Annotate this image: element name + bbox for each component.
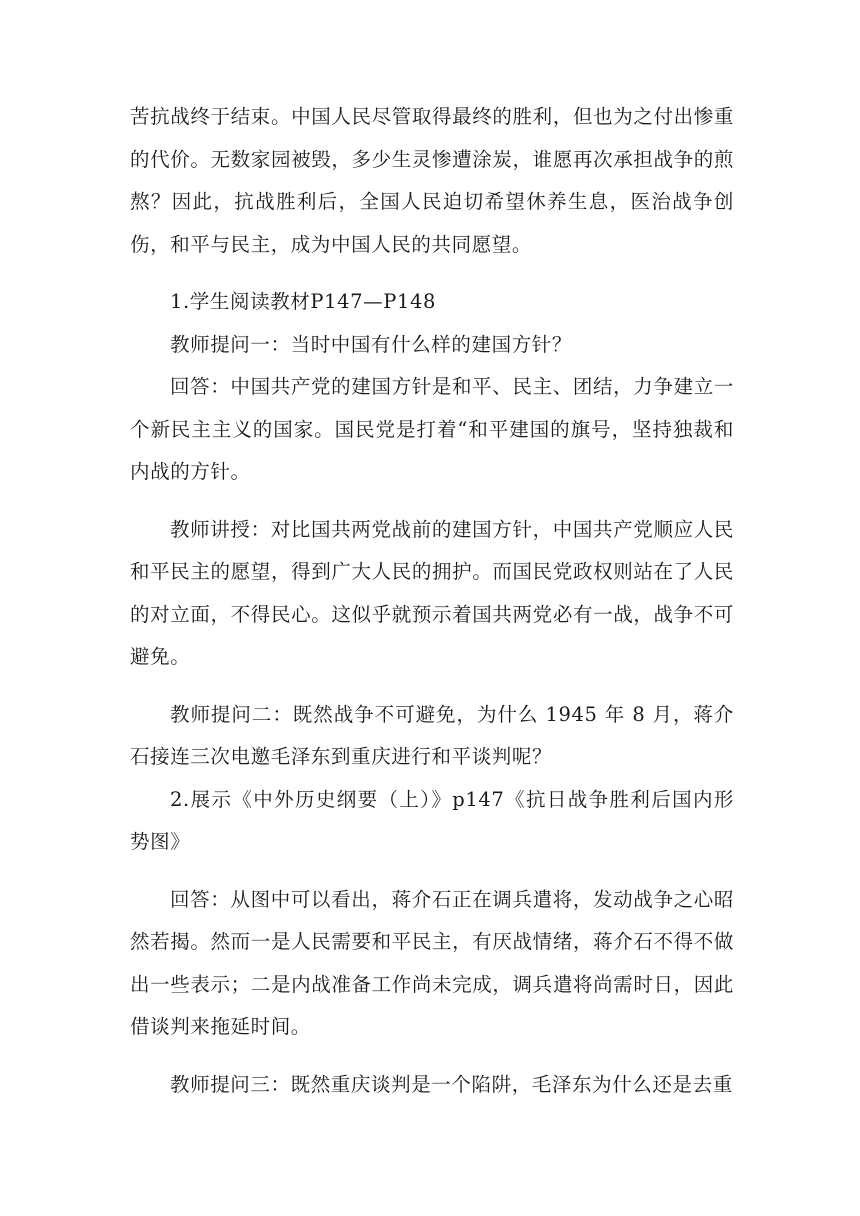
paragraph-intro: 苦抗战终于结束。中国人民尽管取得最终的胜利，但也为之付出惨重的代价。无数家园被毁，多少生灵惨遭涂炭，谁愿再次承担战争的煎熬？因此，抗战胜利后，全国人民迫切希望休养生息，医治战争创伤，和平与民主，成为中国人民的共同愿望。 [130, 105, 734, 256]
paragraph-step-1: 1.学生阅读教材P147—P148 [170, 290, 436, 313]
document-page [130, 96, 734, 1106]
paragraph-lecture: 教师讲授：对比国共两党战前的建国方针，中国共产党顺应人民和平民主的愿望，得到广大人民的拥护。而国民党政权则站在了人民的对立面，不得民心。这似乎就预示着国共两党必有一战，战争不可避免。 [130, 517, 734, 668]
paragraph-question-2: 教师提问二：既然战争不可避免，为什么 1945 年 8 月，蒋介石接连三次电邀毛泽东到重庆进行和平谈判呢？ [130, 702, 734, 768]
paragraph-answer-2: 回答：从图中可以看出，蒋介石正在调兵遣将，发动战争之心昭然若揭。然而一是人民需要和平民主，有厌战情绪，蒋介石不得不做出一些表示；二是内战准备工作尚未完成，调兵遣将尚需时日，因此借谈判来拖延时间。 [130, 887, 734, 1038]
paragraph-step-2: 2.展示《中外历史纲要（上）》p147《抗日战争胜利后国内形势图》 [130, 787, 734, 853]
paragraph-question-3: 教师提问三：既然重庆谈判是一个陷阱，毛泽东为什么还是去重 [170, 1072, 733, 1096]
paragraph-answer-1: 回答：中国共产党的建国方针是和平、民主、团结，力争建立一个新民主主义的国家。国民党是打着“和平建国的旗号，坚持独裁和内战的方针。 [130, 375, 734, 483]
paragraph-question-1: 教师提问一：当时中国有什么样的建国方针？ [170, 332, 573, 356]
